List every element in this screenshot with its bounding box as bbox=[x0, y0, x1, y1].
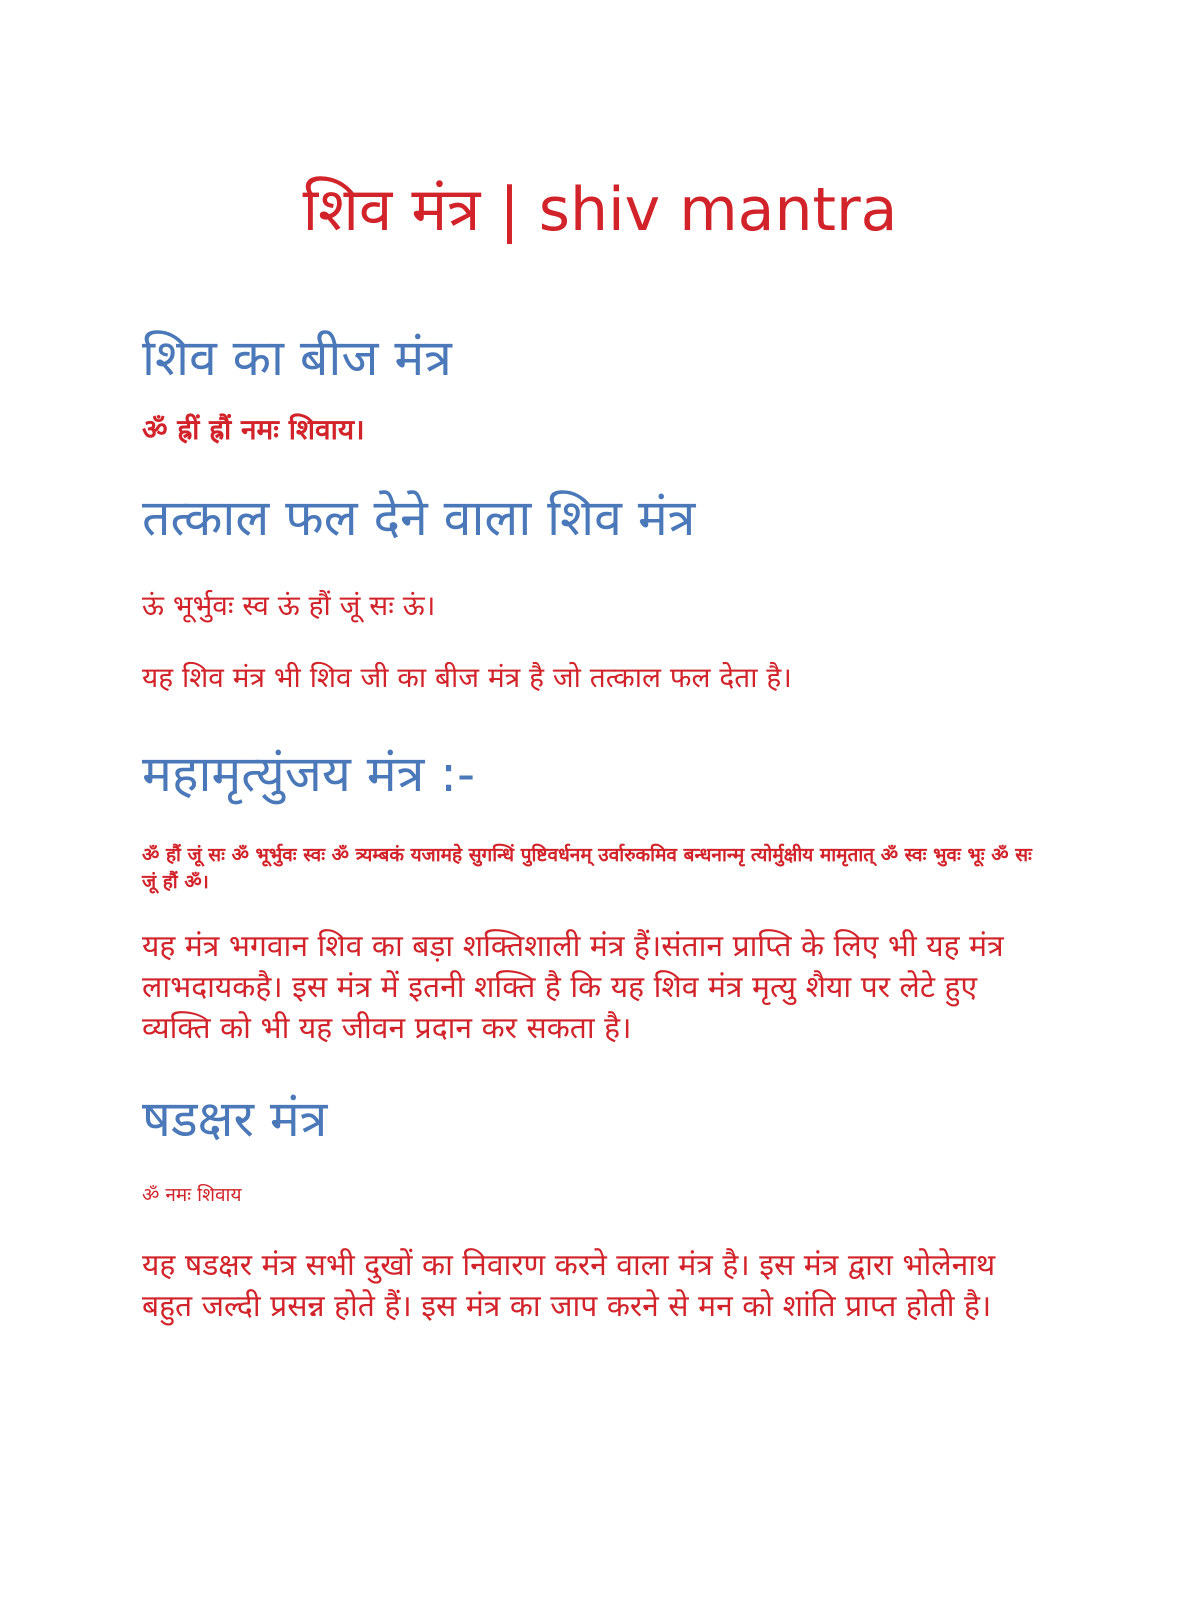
section-heading-tatkal-phal: तत्काल फल देने वाला शिव मंत्र bbox=[142, 489, 696, 547]
mahamrityunjay-mantra-text: ॐ हौं जूं सः ॐ भूर्भुवः स्वः ॐ त्र्यम्बकं यजामहे सुगन्धिं पुष्टिवर्धनम् उर्वारुकमिव बन्धनान्मृ त्योर्मुक्षीय मामृतात् ॐ स्वः भुवः भूः ॐ सः जूं हौं ॐ। bbox=[142, 844, 1032, 893]
beej-mantra-text: ॐ ह्रीं ह्रौं नमः शिवाय। bbox=[142, 413, 365, 446]
section-heading-mahamrityunjay: महामृत्युंजय मंत्र :- bbox=[142, 745, 476, 803]
section-heading-beej-mantra: शिव का बीज मंत्र bbox=[142, 329, 452, 387]
tatkal-description: यह शिव मंत्र भी शिव जी का बीज मंत्र है जो तत्काल फल देता है। bbox=[142, 661, 792, 694]
shadakshar-description: यह षडक्षर मंत्र सभी दुखों का निवारण करने वाला मंत्र है। इस मंत्र द्वारा भोलेनाथ बहुत जल्दी प्रसन्न होते हैं। इस मंत्र का जाप करने से मन को शांति प्राप्त होती है। bbox=[142, 1248, 996, 1324]
shadakshar-mantra-text: ॐ नमः शिवाय bbox=[142, 1184, 242, 1206]
mahamrityunjay-description: यह मंत्र भगवान शिव का बड़ा शक्तिशाली मंत्र हैं।संतान प्राप्ति के लिए भी यह मंत्र लाभदायकहै। इस मंत्र में इतनी शक्ति है कि यह शिव मंत्र मृत्यु शैया पर लेटे हुए व्यक्ति को भी यह जीवन प्रदान कर सकता है। bbox=[142, 929, 1004, 1046]
page-title: शिव मंत्र | shiv mantra bbox=[302, 175, 898, 245]
title-wrapper bbox=[0, 0, 1200, 250]
tatkal-mantra-text: ऊं भूर्भुवः स्व ऊं हौं जूं सः ऊं। bbox=[142, 589, 436, 622]
section-heading-shadakshar: षडक्षर मंत्र bbox=[142, 1090, 328, 1148]
